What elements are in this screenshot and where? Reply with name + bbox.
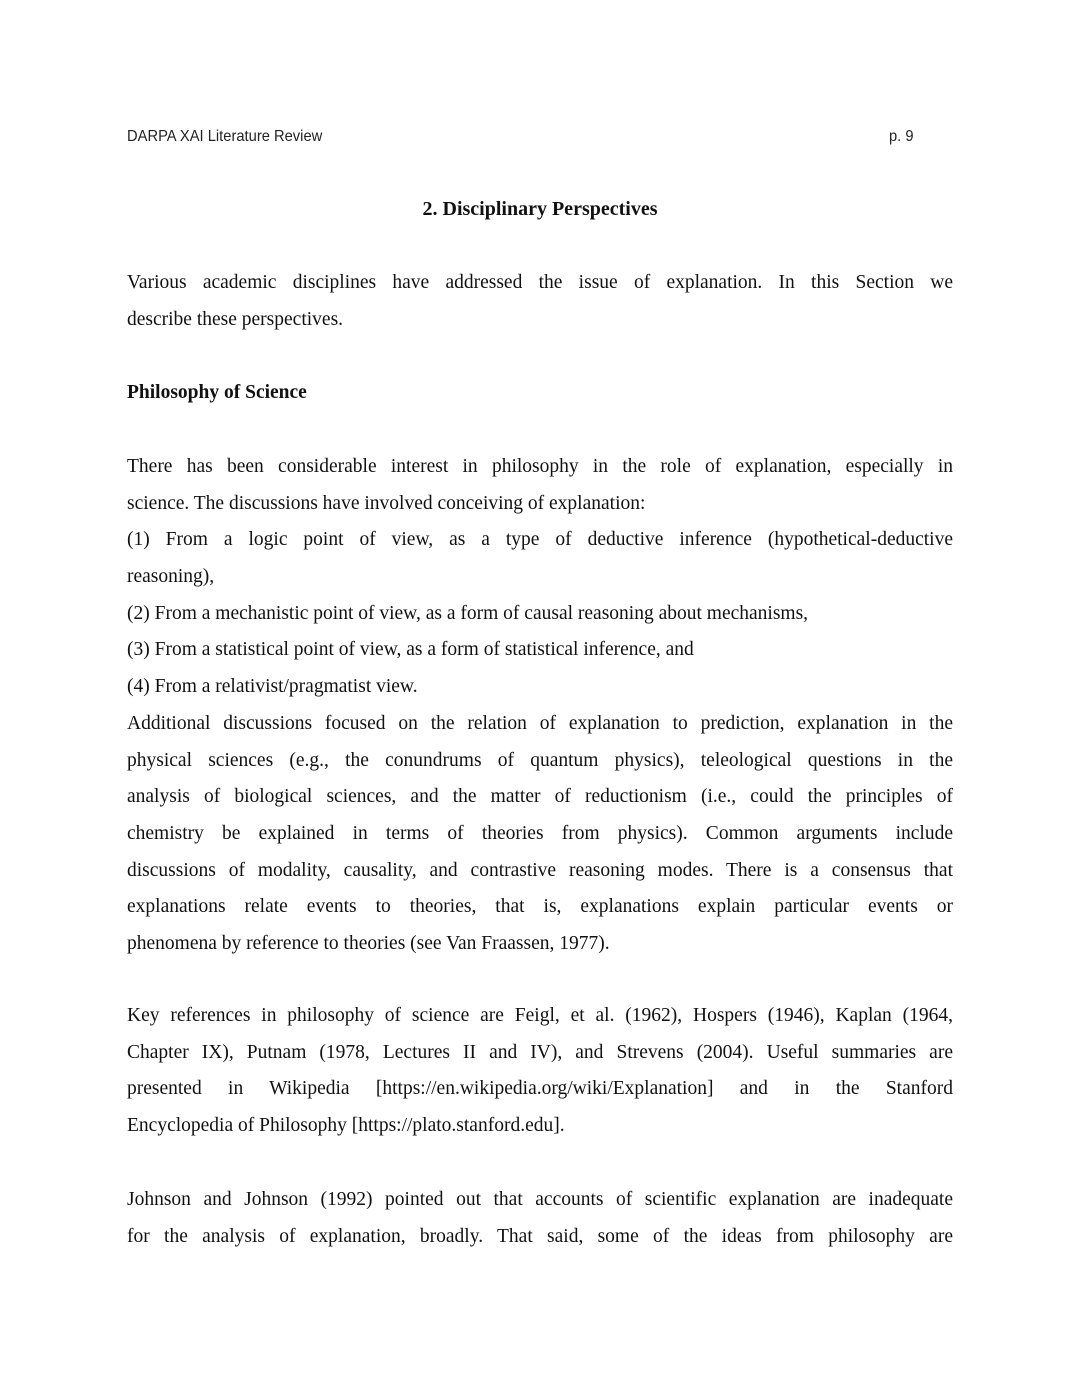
text-line: (2) From a mechanistic point of view, as a form of causal reasoning about mechanisms,	[127, 602, 809, 624]
heading-text: Philosophy of Science	[127, 382, 307, 403]
text-line: Various academic disciplines have addressed the issue of explanation. In this Section we	[127, 272, 953, 293]
paragraph	[127, 449, 953, 963]
text-line: chemistry be explained in terms of theories from physics). Common arguments include	[127, 822, 953, 844]
text-line: presented in Wikipedia [https://en.wikipedia.org/wiki/Explanation] and in the Stanford	[127, 1078, 953, 1100]
text-line: (3) From a statistical point of view, as a form of statistical inference, and	[127, 639, 694, 661]
paragraph	[127, 265, 953, 338]
text-line: for the analysis of explanation, broadly. That said, some of the ideas from philosophy are	[127, 1225, 953, 1247]
text-line: Johnson and Johnson (1992) pointed out that accounts of scientific explanation are inadequate	[127, 1189, 953, 1210]
text-line: analysis of biological sciences, and the matter of reductionism (i.e., could the principles of	[127, 786, 953, 808]
running-header-title: DARPA XAI Literature Review	[127, 128, 323, 145]
text-line: Additional discussions focused on the relation of explanation to prediction, explanation in the	[127, 712, 953, 734]
text-line: (4) From a relativist/pragmatist view.	[127, 676, 418, 698]
text-line: physical sciences (e.g., the conundrums of quantum physics), teleological questions in the	[127, 749, 953, 771]
text-line: explanations relate events to theories, that is, explanations explain particular events or	[127, 896, 953, 918]
text-line: discussions of modality, causality, and contrastive reasoning modes. There is a consensus that	[127, 859, 953, 881]
page-number: p. 9	[889, 128, 914, 145]
paragraph	[127, 998, 953, 1145]
text-line: There has been considerable interest in philosophy in the role of explanation, especially in	[127, 456, 953, 477]
section-title: 2. Disciplinary Perspectives	[422, 198, 658, 220]
subsection-heading	[127, 375, 953, 412]
text-line: Encyclopedia of Philosophy [https://plato.stanford.edu].	[127, 1115, 565, 1137]
text-line: describe these perspectives.	[127, 308, 344, 330]
text-line: Key references in philosophy of science are Feigl, et al. (1962), Hospers (1946), Kaplan (1964,	[127, 1005, 953, 1026]
text-line: (1) From a logic point of view, as a type of deductive inference (hypothetical-deductive	[127, 529, 953, 551]
text-line: phenomena by reference to theories (see Van Fraassen, 1977).	[127, 933, 610, 955]
text-line: Chapter IX), Putnam (1978, Lectures II and IV), and Strevens (2004). Useful summaries are	[127, 1041, 953, 1063]
text-line: reasoning),	[127, 566, 215, 588]
paragraph	[127, 1182, 953, 1255]
text-line: science. The discussions have involved conceiving of explanation:	[127, 492, 646, 514]
